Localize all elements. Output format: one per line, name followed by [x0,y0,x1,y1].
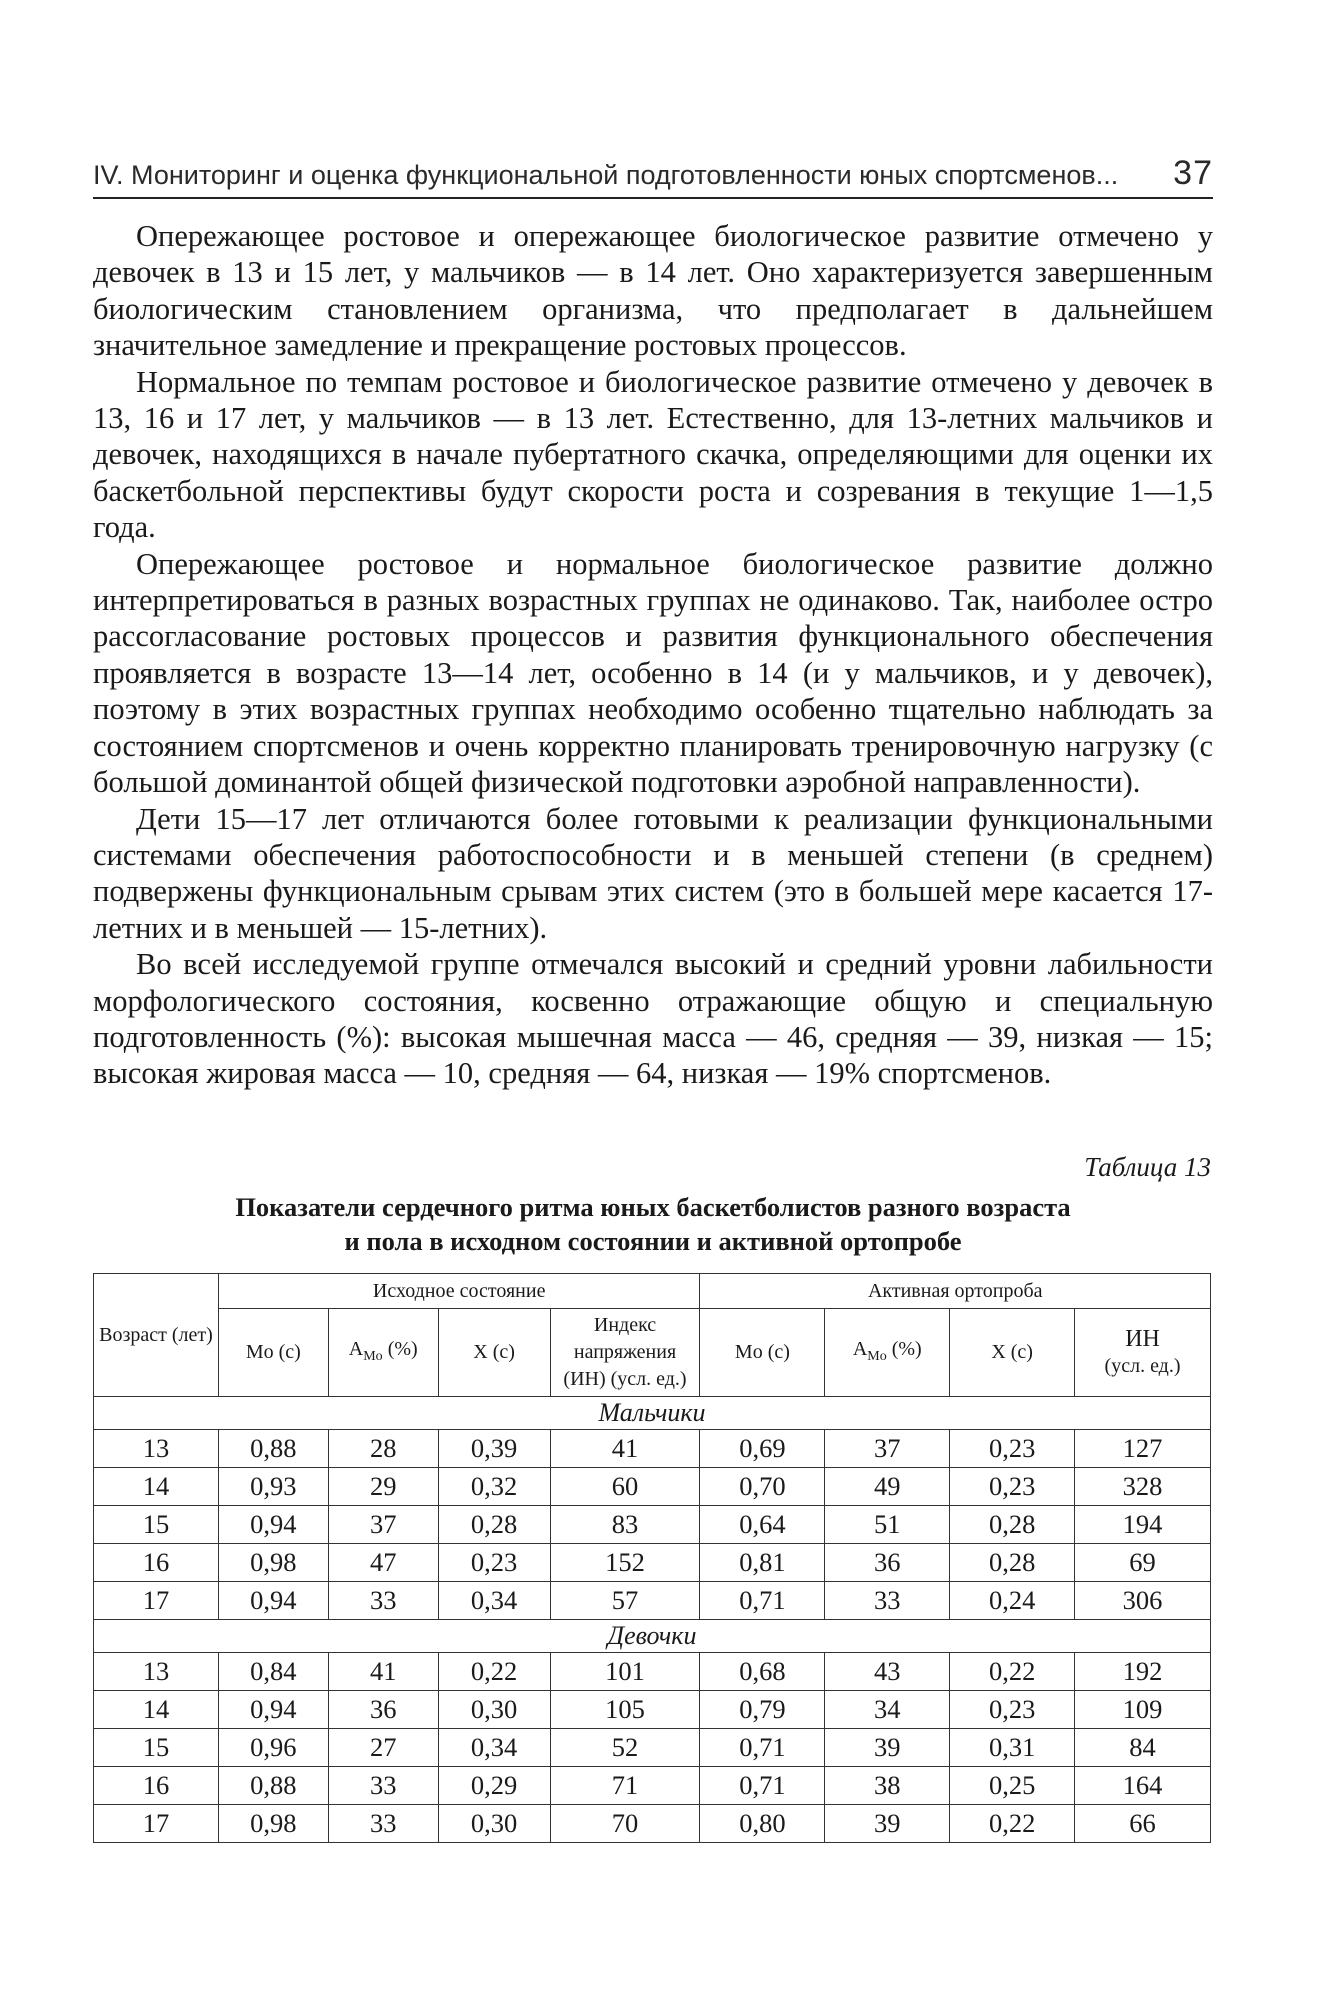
table-row [94,1544,1211,1582]
table-cell: 57 [550,1582,700,1620]
table-cell: 37 [328,1506,438,1544]
table-cell: 69 [1075,1544,1211,1582]
table-cell: 0,32 [438,1468,550,1506]
table-cell: 0,80 [700,1805,825,1843]
header-in-line: (усл. ед.) [1104,1354,1181,1377]
table-cell: 16 [94,1544,219,1582]
table-cell: 41 [550,1430,700,1468]
table-cell: 28 [328,1430,438,1468]
header-index-line: (ИН) (усл. ед.) [563,1368,687,1390]
table-cell: 17 [94,1582,219,1620]
table-cell: 33 [328,1767,438,1805]
amo-subscript: Mo [363,1348,383,1364]
table-cell: 328 [1075,1468,1211,1506]
table-cell: 0,25 [950,1767,1075,1805]
table-cell: 84 [1075,1729,1211,1767]
table-cell: 152 [550,1544,700,1582]
running-title: IV. Мониторинг и оценка функциональной подготовленности юных спортсменов... [93,160,1119,190]
table-cell: 0,22 [950,1653,1075,1691]
table-row [94,1767,1211,1805]
table-cell: 0,29 [438,1767,550,1805]
table-cell: 0,71 [700,1582,825,1620]
table-cell: 52 [550,1729,700,1767]
table-cell: 41 [328,1653,438,1691]
table-cell: 37 [825,1430,950,1468]
table-title-line: и пола в исходном состоянии и активной ортопробе [344,1226,962,1256]
table-cell: 194 [1075,1506,1211,1544]
paragraph: Опережающее ростовое и опережающее биологическое развитие отмечено у девочек в 13 и 15 лет, у мальчиков — в 14 лет. Оно характеризуется завершенным биологическим становлением организма, что предполагает в дальнейшем значительное замедление и прекращение ростовых процессов. [93,219,1213,363]
paragraph: Опережающее ростовое и нормальное биологическое развитие должно интерпретироваться в разных возрастных группах не одинаково. Так, наиболее остро рассогласование ростовых процессов и развития функционального обеспечения проявляется в возрасте 13—14 лет, особенно в 14 (и у мальчиков, и у девочек), поэтому в этих возрастных группах необходимо особенно тщательно наблюдать за состоянием спортсменов и очень корректно планировать тренировочную нагрузку (с большой доминантой общей физической подготовки аэробной направленности). [93,546,1213,800]
running-header [93,154,1213,199]
table-cell: 0,81 [700,1544,825,1582]
table-cell: 0,84 [218,1653,328,1691]
table-number: Таблица 13 [1084,1152,1211,1182]
table-cell: 0,23 [950,1430,1075,1468]
table-cell: 16 [94,1767,219,1805]
table-row [94,1729,1211,1767]
table-row [94,1582,1211,1620]
table-cell: 36 [825,1544,950,1582]
table-cell: 0,71 [700,1729,825,1767]
header-group-active: Активная ортопроба [700,1274,1211,1309]
table-cell: 33 [825,1582,950,1620]
table-cell: 0,28 [438,1506,550,1544]
table-cell: 13 [94,1653,219,1691]
group-label: Девочки [94,1620,1211,1653]
table-cell: 29 [328,1468,438,1506]
table-cell: 0,28 [950,1506,1075,1544]
table-cell: 0,70 [700,1468,825,1506]
paragraph: Нормальное по темпам ростовое и биологическое развитие отмечено у девочек в 13, 16 и 17 лет, у мальчиков — в 13 лет. Естественно, для 13-летних мальчиков и девочек, находящихся в начале пубертатного скачка, определяющими для оценки их баскетбольной перспективы будут скорости роста и созревания в текущие 1—1,5 года. [93,364,1213,545]
table-cell: 14 [94,1691,219,1729]
table-cell: 0,94 [218,1506,328,1544]
table-body [94,1397,1211,1843]
table-cell: 71 [550,1767,700,1805]
table-cell: 39 [825,1805,950,1843]
group-label: Мальчики [94,1397,1211,1430]
table-cell: 0,30 [438,1805,550,1843]
amo-subscript: Mo [867,1348,887,1364]
table-cell: 39 [825,1729,950,1767]
table-cell: 0,71 [700,1767,825,1805]
table-cell: 0,28 [950,1544,1075,1582]
paragraph: Дети 15—17 лет отличаются более готовыми к реализации функциональными системами обеспечения работоспособности и в меньшей степени (в среднем) подвержены функциональным срывам этих систем (это в большей мере касается 17-летних и в меньшей — 15-летних). [93,801,1213,945]
header-group-initial: Исходное состояние [218,1274,700,1309]
table-cell: 0,94 [218,1691,328,1729]
table-cell: 127 [1075,1430,1211,1468]
amo-unit: (%) [387,1337,418,1360]
header-mo-active: Mo (c) [700,1309,825,1397]
table-cell: 70 [550,1805,700,1843]
table-row [94,1805,1211,1843]
table-cell: 51 [825,1506,950,1544]
table-cell: 14 [94,1468,219,1506]
table-cell: 34 [825,1691,950,1729]
table-cell: 164 [1075,1767,1211,1805]
table-cell: 0,34 [438,1582,550,1620]
table-cell: 15 [94,1729,219,1767]
table-cell: 0,24 [950,1582,1075,1620]
table-cell: 0,93 [218,1468,328,1506]
table-cell: 43 [825,1653,950,1691]
table-title-line: Показатели сердечного ритма юных баскетболистов разного возраста [235,1192,1071,1222]
table-cell: 15 [94,1506,219,1544]
table-cell: 0,98 [218,1544,328,1582]
table-cell: 66 [1075,1805,1211,1843]
table-cell: 0,22 [950,1805,1075,1843]
table-cell: 33 [328,1582,438,1620]
table-cell: 83 [550,1506,700,1544]
table-row [94,1506,1211,1544]
table-cell: 60 [550,1468,700,1506]
table-cell: 0,96 [218,1729,328,1767]
table-row [94,1691,1211,1729]
heart-rate-table [93,1273,1211,1843]
table-cell: 0,30 [438,1691,550,1729]
table-cell: 0,39 [438,1430,550,1468]
paragraph: Во всей исследуемой группе отмечался высокий и средний уровни лабильности морфологического состояния, косвенно отражающие общую и специальную подготовленность (%): высокая мышечная масса — 46, средняя — 39, низкая — 15; высокая жировая масса — 10, средняя — 64, низкая — 19% спортсменов. [93,947,1213,1091]
group-row [94,1620,1211,1653]
table-cell: 0,23 [950,1691,1075,1729]
table-cell: 192 [1075,1653,1211,1691]
table-cell: 0,31 [950,1729,1075,1767]
table-row [94,1468,1211,1506]
header-index-line: напряжения [573,1341,677,1363]
table-cell: 0,69 [700,1430,825,1468]
table-cell: 109 [1075,1691,1211,1729]
table-cell: 0,79 [700,1691,825,1729]
header-x: X (c) [438,1309,550,1397]
table-cell: 17 [94,1805,219,1843]
table-title [93,1190,1213,1258]
page-number: 37 [1173,154,1213,192]
header-index [550,1309,700,1397]
header-index-line: Индекс [593,1314,657,1336]
table-cell: 0,34 [438,1729,550,1767]
table-cell: 0,23 [438,1544,550,1582]
header-age [94,1274,219,1397]
table-cell: 0,64 [700,1506,825,1544]
header-in-line: ИН [1125,1325,1160,1352]
table-cell: 33 [328,1805,438,1843]
table-cell: 49 [825,1468,950,1506]
table-cell: 0,88 [218,1767,328,1805]
header-amo [328,1309,438,1397]
table-cell: 105 [550,1691,700,1729]
table-row [94,1653,1211,1691]
table-cell: 47 [328,1544,438,1582]
table-cell: 13 [94,1430,219,1468]
header-amo-active [825,1309,950,1397]
table-cell: 38 [825,1767,950,1805]
header-in [1075,1309,1211,1397]
table-cell: 0,22 [438,1653,550,1691]
table-cell: 101 [550,1653,700,1691]
table-cell: 0,94 [218,1582,328,1620]
header-x-active: X (c) [950,1309,1075,1397]
group-row [94,1397,1211,1430]
amo-letter: A [852,1337,868,1360]
header-mo: Mo (c) [218,1309,328,1397]
amo-unit: (%) [891,1337,922,1360]
table-cell: 306 [1075,1582,1211,1620]
table-cell: 0,68 [700,1653,825,1691]
table-cell: 0,88 [218,1430,328,1468]
body-text [93,218,1213,1092]
table-cell: 27 [328,1729,438,1767]
table-cell: 0,23 [950,1468,1075,1506]
table-cell: 0,98 [218,1805,328,1843]
table-row [94,1430,1211,1468]
table-cell: 36 [328,1691,438,1729]
header-age-label: Возраст (лет) [99,1323,213,1346]
amo-letter: A [348,1337,364,1360]
